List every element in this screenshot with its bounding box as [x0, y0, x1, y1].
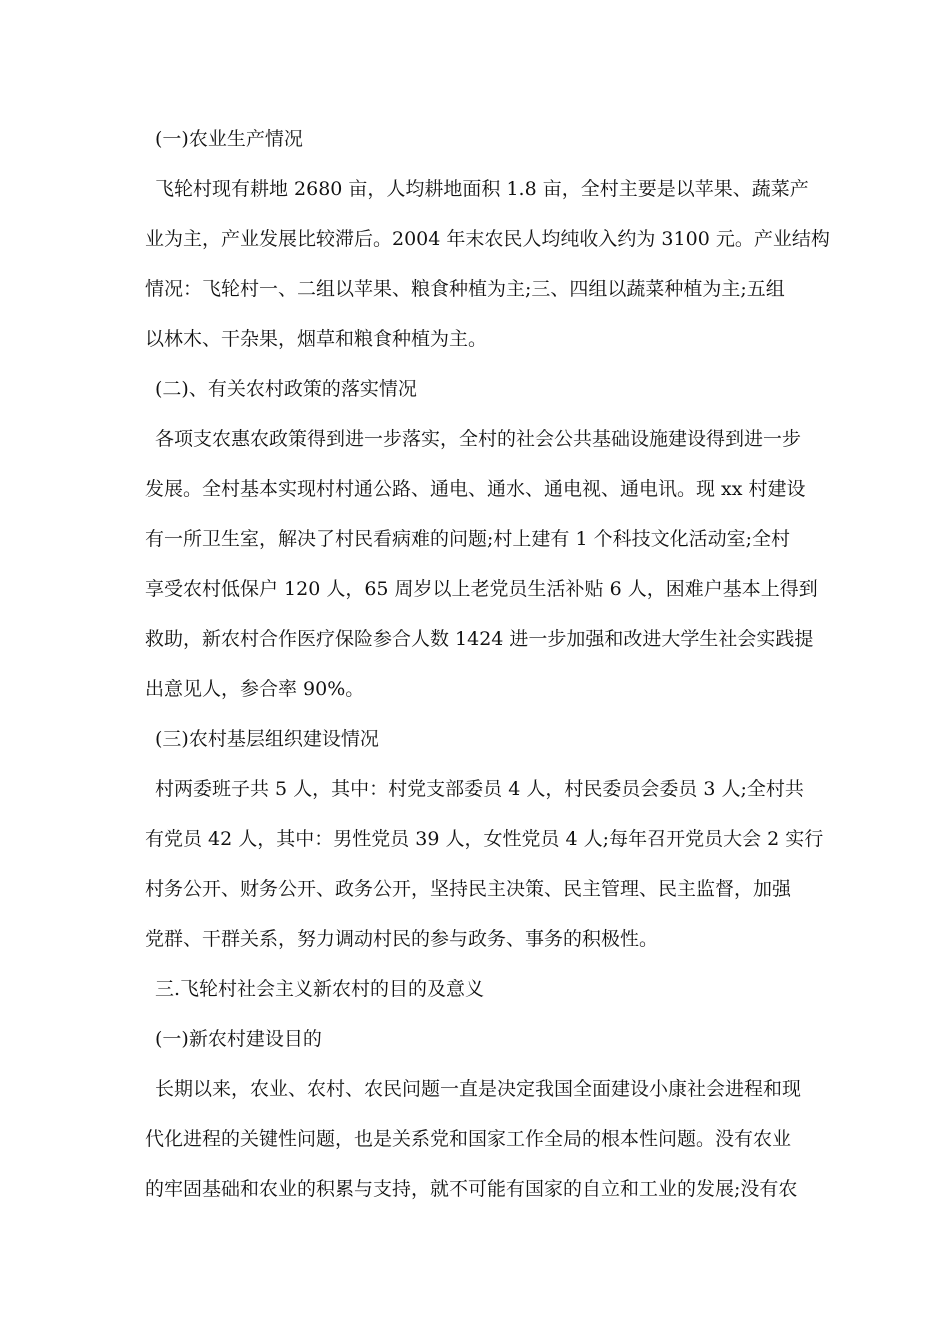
paragraph-line: 飞轮村现有耕地 2680 亩，人均耕地面积 1.8 亩，全村主要是以苹果、蔬菜产 — [155, 178, 809, 200]
paragraph-line: 党群、干群关系，努力调动村民的参与政务、事务的积极性。 — [145, 928, 659, 950]
section-heading-policy: (二)、有关农村政策的落实情况 — [155, 378, 417, 400]
paragraph-line: 长期以来，农业、农村、农民问题一直是决定我国全面建设小康社会进程和现 — [155, 1078, 802, 1100]
paragraph-line: 发展。全村基本实现村村通公路、通电、通水、通电视、通电讯。现 xx 村建设 — [145, 478, 806, 500]
paragraph-line: 享受农村低保户 120 人，65 周岁以上老党员生活补贴 6 人，困难户基本上得到 — [145, 578, 818, 600]
paragraph-line: 有党员 42 人，其中：男性党员 39 人，女性党员 4 人;每年召开党员大会 2 实行 — [145, 828, 824, 850]
section-heading-purpose: 三.飞轮村社会主义新农村的目的及意义 — [155, 978, 485, 1000]
paragraph-line: 情况：飞轮村一、二组以苹果、粮食种植为主;三、四组以蔬菜种植为主;五组 — [145, 278, 785, 300]
section-heading-organization: (三)农村基层组织建设情况 — [155, 728, 379, 750]
paragraph-line: 出意见人，参合率 90%。 — [145, 678, 365, 700]
section-heading-goal: (一)新农村建设目的 — [155, 1028, 322, 1050]
paragraph-line: 以林木、干杂果，烟草和粮食种植为主。 — [145, 328, 488, 350]
paragraph-line: 救助，新农村合作医疗保险参合人数 1424 进一步加强和改进大学生社会实践提 — [145, 628, 814, 650]
paragraph-line: 代化进程的关键性问题，也是关系党和国家工作全局的根本性问题。没有农业 — [145, 1128, 792, 1150]
paragraph-line: 的牢固基础和农业的积累与支持，就不可能有国家的自立和工业的发展;没有农 — [145, 1178, 798, 1200]
paragraph-line: 村两委班子共 5 人，其中：村党支部委员 4 人，村民委员会委员 3 人;全村共 — [155, 778, 804, 800]
paragraph-line: 业为主，产业发展比较滞后。2004 年末农民人均纯收入约为 3100 元。产业结构 — [145, 228, 830, 250]
paragraph-line: 有一所卫生室，解决了村民看病难的问题;村上建有 1 个科技文化活动室;全村 — [145, 528, 790, 550]
section-heading-agriculture: (一)农业生产情况 — [155, 128, 303, 150]
paragraph-line: 村务公开、财务公开、政务公开，坚持民主决策、民主管理、民主监督，加强 — [145, 878, 792, 900]
paragraph-line: 各项支农惠农政策得到进一步落实，全村的社会公共基础设施建设得到进一步 — [155, 428, 802, 450]
